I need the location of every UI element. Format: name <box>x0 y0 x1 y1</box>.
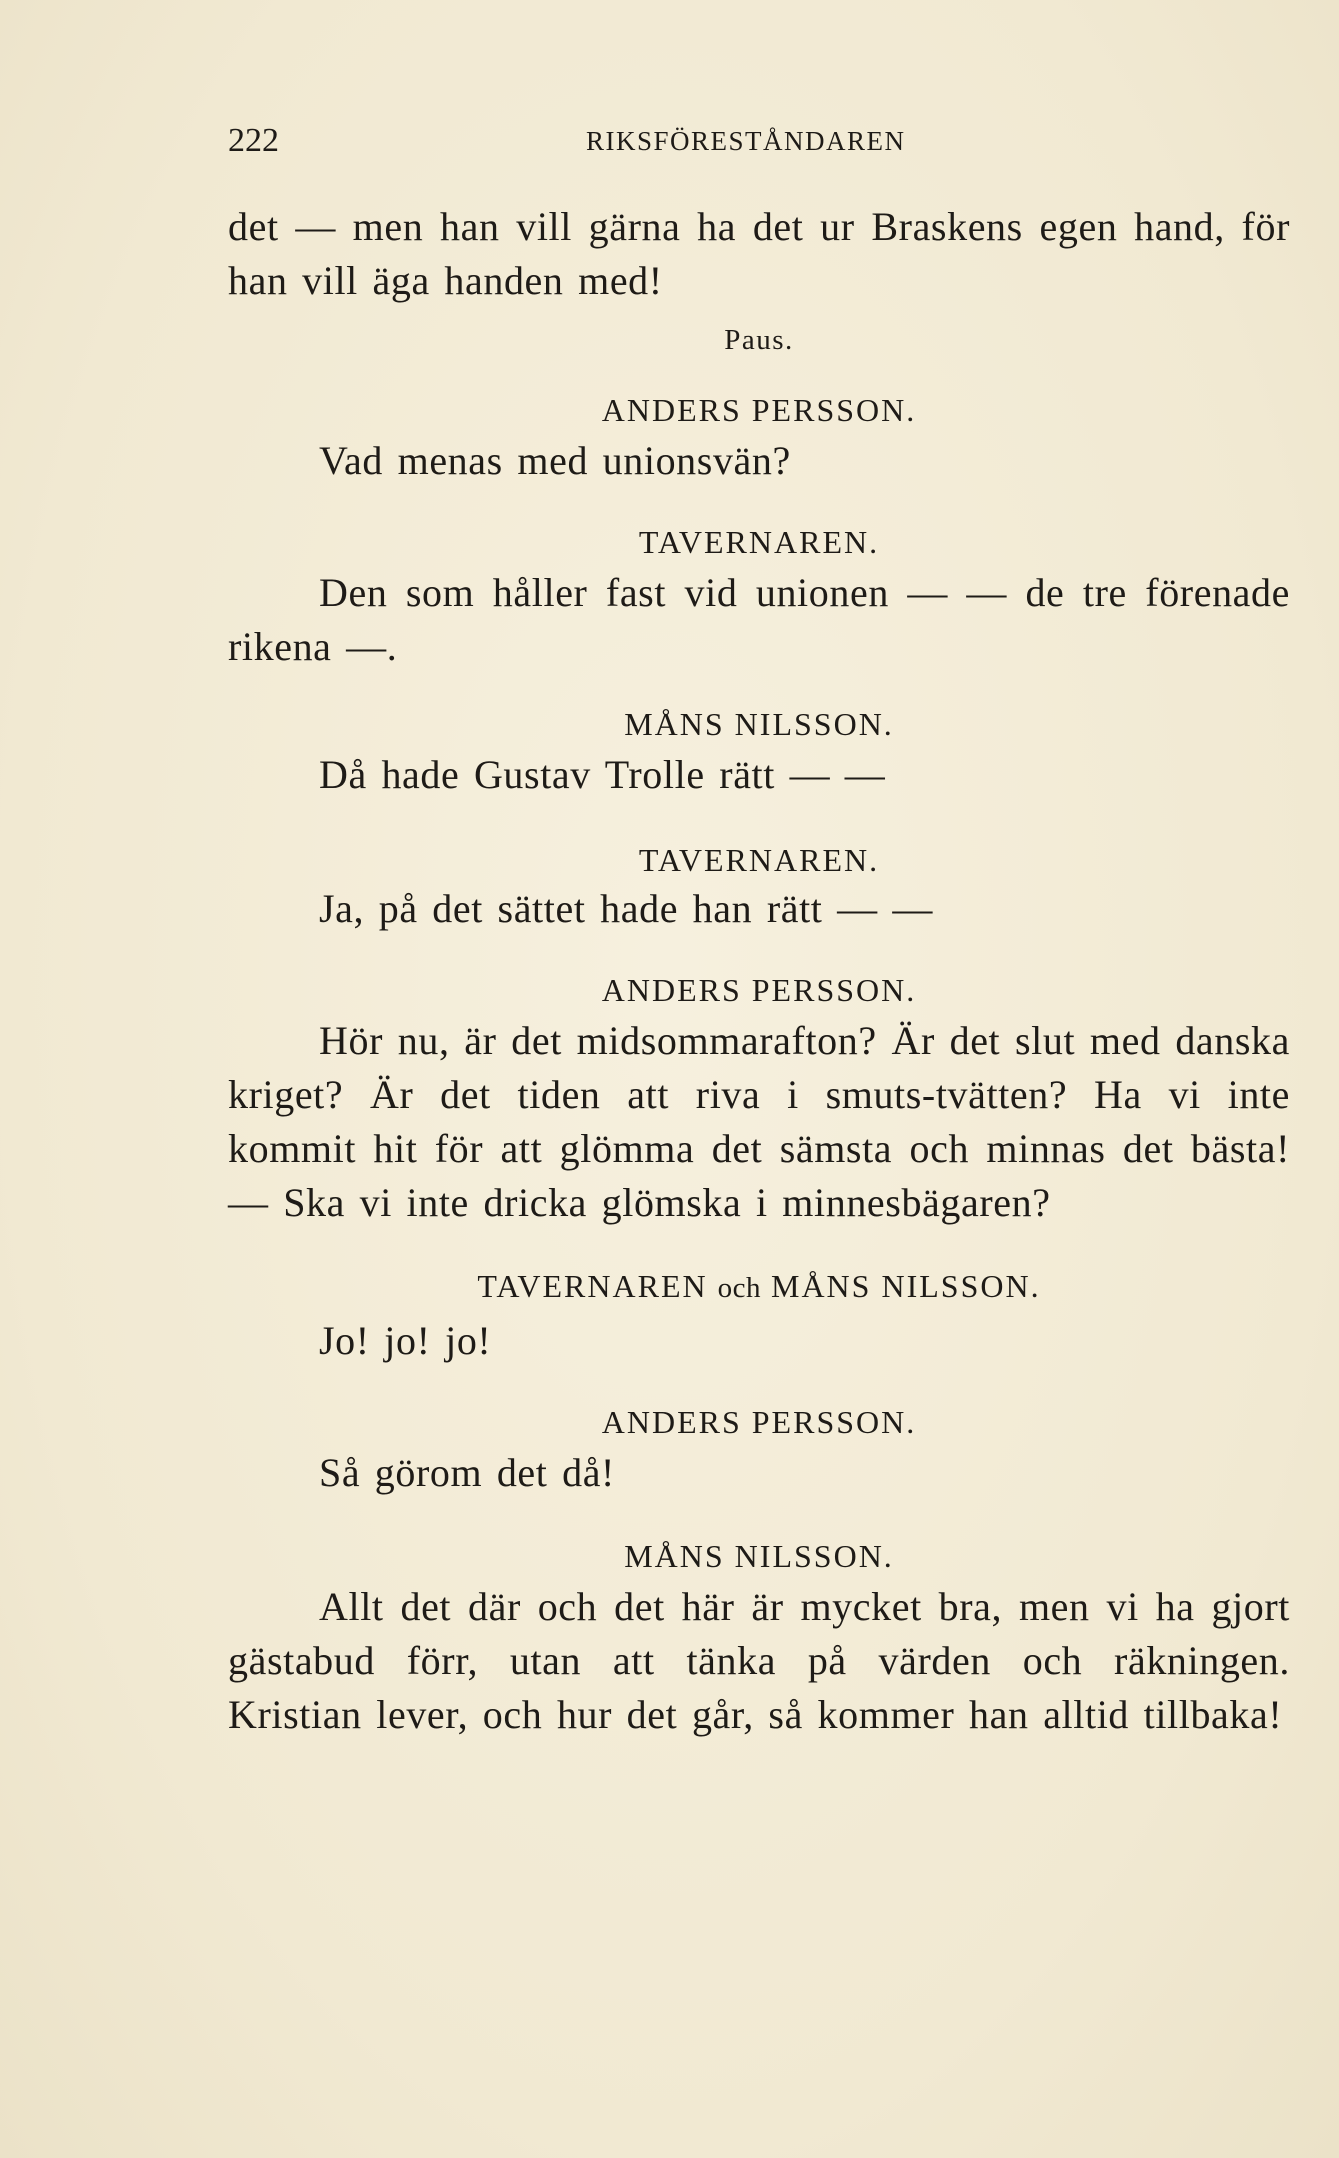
stage-direction: Paus. <box>724 324 794 356</box>
page-number: 222 <box>228 122 279 159</box>
speaker-name: MÅNS NILSSON. <box>624 706 894 742</box>
speaker-name: TAVERNAREN. <box>638 842 880 878</box>
speaker-name: ANDERS PERSSON. <box>601 392 917 428</box>
speaker-name: ANDERS PERSSON. <box>601 1404 917 1440</box>
dialogue-line: Vad menas med unionsvän? <box>319 438 791 483</box>
dialogue-line: Ja, på det sättet hade han rätt — — <box>319 886 933 931</box>
page-body <box>228 200 1290 1742</box>
conjunction: och <box>717 1272 761 1304</box>
running-title: RIKSFÖRESTÅNDAREN <box>586 126 906 156</box>
dialogue-continuation: det — men han vill gärna ha det ur Braskens egen hand, för han vill äga handen med! <box>228 204 1290 303</box>
speaker-name: TAVERNAREN. <box>638 524 880 560</box>
dialogue-line: Då hade Gustav Trolle rätt — — <box>319 752 886 797</box>
speaker-names-joint <box>228 1266 1290 1308</box>
speaker-name: TAVERNAREN <box>477 1268 708 1304</box>
dialogue-line: Så görom det då! <box>319 1450 615 1495</box>
dialogue-line: Jo! jo! jo! <box>319 1318 492 1363</box>
speaker-name: MÅNS NILSSON. <box>624 1538 894 1574</box>
page-header <box>228 122 1288 162</box>
dialogue-line: Allt det där och det här är mycket bra, men vi ha gjort gästabud förr, utan att tänka på värden och räkningen. Kristian lever, och hur det går, så kommer han alltid tillbaka! <box>228 1584 1290 1737</box>
dialogue-line: Den som håller fast vid unionen — — de tre förenade rikena —. <box>228 570 1290 669</box>
dialogue-line: Hör nu, är det midsommarafton? Är det slut med danska kriget? Är det tiden att riva i smuts-tvätten? Ha vi inte kommit hit för att glömma det sämsta och minnas det bästa! — Ska vi inte dricka glömska i minnesbägaren? <box>228 1018 1290 1225</box>
speaker-name: MÅNS NILSSON. <box>770 1268 1041 1304</box>
speaker-name: ANDERS PERSSON. <box>601 972 917 1008</box>
